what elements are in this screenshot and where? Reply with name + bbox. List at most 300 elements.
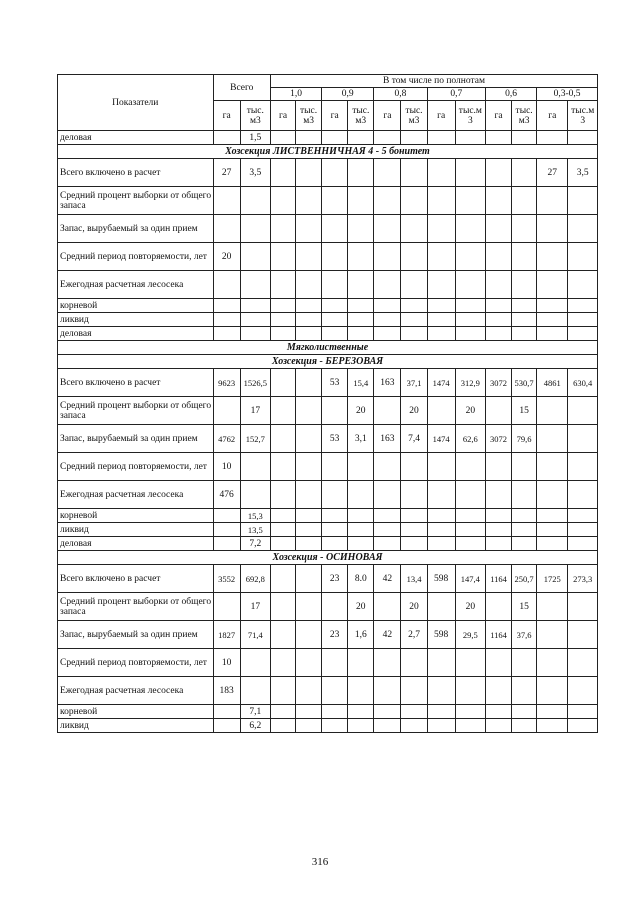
table-cell: [348, 677, 374, 705]
table-cell: [322, 649, 348, 677]
row-label: деловая: [58, 327, 214, 341]
table-cell: 9623: [213, 369, 240, 397]
table-cell: [296, 131, 322, 145]
table-cell: 4861: [537, 369, 568, 397]
table-cell: [322, 397, 348, 425]
table-cell: [296, 719, 322, 733]
row-label: Средний процент выборки от общего запаса: [58, 593, 214, 621]
table-cell: [512, 453, 537, 481]
table-cell: [374, 537, 401, 551]
row-label: Всего включено в расчет: [58, 565, 214, 593]
table-cell: [455, 131, 485, 145]
table-cell: 7,4: [401, 425, 427, 453]
table-cell: [486, 397, 512, 425]
table-cell: [213, 537, 240, 551]
header-row: [58, 75, 598, 88]
table-cell: [348, 243, 374, 271]
table-cell: [374, 509, 401, 523]
row-label: Средний процент выборки от общего запаса: [58, 187, 214, 215]
table-cell: [568, 453, 598, 481]
table-cell: 20: [401, 397, 427, 425]
table-row: [58, 509, 598, 523]
table-cell: 598: [427, 621, 455, 649]
row-label: корневой: [58, 705, 214, 719]
table-cell: [270, 215, 295, 243]
table-cell: 1474: [427, 425, 455, 453]
table-cell: [537, 537, 568, 551]
table-cell: 53: [322, 425, 348, 453]
table-cell: [486, 509, 512, 523]
page-number: 316: [311, 856, 329, 868]
table-cell: 3552: [213, 565, 240, 593]
header-unit: га: [427, 101, 455, 131]
table-cell: [348, 649, 374, 677]
table-cell: [401, 299, 427, 313]
table-cell: [486, 187, 512, 215]
table-cell: 23: [322, 621, 348, 649]
table-cell: [322, 593, 348, 621]
table-cell: [348, 271, 374, 299]
table-cell: [296, 215, 322, 243]
table-cell: [240, 299, 270, 313]
table-cell: [322, 705, 348, 719]
table-cell: [512, 705, 537, 719]
table-cell: [348, 537, 374, 551]
row-label: ликвид: [58, 313, 214, 327]
table-cell: [401, 481, 427, 509]
table-cell: 3072: [486, 425, 512, 453]
row-label: Всего включено в расчет: [58, 369, 214, 397]
table-cell: [213, 271, 240, 299]
table-cell: 163: [374, 425, 401, 453]
table-cell: [568, 509, 598, 523]
table-cell: [537, 523, 568, 537]
table-cell: [537, 327, 568, 341]
header-indicators: Показатели: [58, 75, 214, 131]
table-cell: [486, 719, 512, 733]
table-cell: [270, 481, 295, 509]
table-cell: 53: [322, 369, 348, 397]
table-cell: [401, 327, 427, 341]
table-cell: [348, 159, 374, 187]
table-cell: [401, 523, 427, 537]
table-cell: [374, 159, 401, 187]
table-cell: [427, 677, 455, 705]
table-cell: [486, 271, 512, 299]
table-cell: [374, 649, 401, 677]
table-cell: [512, 537, 537, 551]
table-cell: [427, 397, 455, 425]
table-row: [58, 649, 598, 677]
table-row: [58, 397, 598, 425]
row-label: деловая: [58, 537, 214, 551]
row-label: Средний период повторяемости, лет: [58, 453, 214, 481]
table-cell: [240, 649, 270, 677]
table-cell: [568, 215, 598, 243]
table-row: [58, 425, 598, 453]
table-cell: [322, 523, 348, 537]
table-cell: [401, 243, 427, 271]
table-cell: [486, 215, 512, 243]
table-cell: 20: [455, 593, 485, 621]
table-cell: [374, 453, 401, 481]
table-cell: [512, 649, 537, 677]
table-cell: [427, 719, 455, 733]
table-cell: [537, 453, 568, 481]
table-cell: [401, 313, 427, 327]
table-cell: [568, 425, 598, 453]
table-cell: [455, 509, 485, 523]
table-cell: [537, 299, 568, 313]
table-cell: 273,3: [568, 565, 598, 593]
table-cell: [568, 327, 598, 341]
header-unit: тыс.м 3: [568, 101, 598, 131]
header-unit: га: [270, 101, 295, 131]
table-cell: [537, 593, 568, 621]
table-cell: [213, 215, 240, 243]
table-cell: [322, 453, 348, 481]
table-cell: [374, 215, 401, 243]
table-cell: [568, 593, 598, 621]
header-density: 0,3-0,5: [537, 88, 598, 101]
table-cell: [401, 187, 427, 215]
table-cell: [537, 243, 568, 271]
table-cell: [270, 271, 295, 299]
table-cell: [427, 649, 455, 677]
table-cell: [270, 705, 295, 719]
table-cell: 37,1: [401, 369, 427, 397]
table-cell: [270, 243, 295, 271]
table-cell: [455, 271, 485, 299]
table-cell: 152,7: [240, 425, 270, 453]
table-cell: [348, 453, 374, 481]
table-cell: [296, 313, 322, 327]
section-title: Хозсекция ЛИСТВЕННИЧНАЯ 4 - 5 бонитет: [58, 145, 598, 159]
table-cell: [374, 243, 401, 271]
table-row: [58, 271, 598, 299]
table-cell: [427, 593, 455, 621]
table-cell: [348, 187, 374, 215]
table-cell: [455, 159, 485, 187]
table-row: [58, 215, 598, 243]
table-cell: 62,6: [455, 425, 485, 453]
table-cell: 27: [213, 159, 240, 187]
section-row: [58, 355, 598, 369]
table-row: [58, 677, 598, 705]
table-cell: [427, 299, 455, 313]
table-row: [58, 593, 598, 621]
table-cell: 250,7: [512, 565, 537, 593]
table-cell: [427, 159, 455, 187]
table-cell: [270, 719, 295, 733]
header-unit: тыс. м3: [401, 101, 427, 131]
table-cell: [486, 593, 512, 621]
table-cell: [374, 299, 401, 313]
table-cell: [374, 719, 401, 733]
table-cell: 20: [455, 397, 485, 425]
section-title: Хозсекция - ОСИНОВАЯ: [58, 551, 598, 565]
table-cell: [322, 187, 348, 215]
table-cell: [512, 677, 537, 705]
table-cell: [374, 593, 401, 621]
row-label: ликвид: [58, 523, 214, 537]
table-cell: [374, 677, 401, 705]
table-cell: [401, 131, 427, 145]
table-cell: 1725: [537, 565, 568, 593]
table-cell: [240, 481, 270, 509]
table-cell: 1164: [486, 621, 512, 649]
table-cell: [348, 523, 374, 537]
table-cell: 4762: [213, 425, 240, 453]
table-cell: [270, 523, 295, 537]
table-cell: [537, 313, 568, 327]
row-label: деловая: [58, 131, 214, 145]
table-cell: [213, 593, 240, 621]
table-cell: [568, 481, 598, 509]
table-cell: [348, 481, 374, 509]
table-cell: 1474: [427, 369, 455, 397]
table-cell: [296, 565, 322, 593]
table-cell: 15: [512, 397, 537, 425]
table-cell: [322, 327, 348, 341]
header-total: Всего: [213, 75, 270, 101]
table-cell: [322, 243, 348, 271]
table-cell: 20: [401, 593, 427, 621]
table-cell: 15,4: [348, 369, 374, 397]
table-cell: [270, 649, 295, 677]
table-cell: [270, 299, 295, 313]
table-cell: [486, 313, 512, 327]
table-cell: 10: [213, 649, 240, 677]
row-label: Ежегодная расчетная лесосека: [58, 271, 214, 299]
table-cell: [270, 313, 295, 327]
table-cell: [240, 271, 270, 299]
table-cell: [322, 677, 348, 705]
table-cell: [427, 453, 455, 481]
table-cell: [455, 481, 485, 509]
table-cell: [322, 299, 348, 313]
table-cell: 7,1: [240, 705, 270, 719]
table-cell: 2,7: [401, 621, 427, 649]
header-unit: тыс. м3: [348, 101, 374, 131]
table-cell: 17: [240, 397, 270, 425]
table-cell: [486, 481, 512, 509]
table-cell: [537, 509, 568, 523]
row-label: Средний период повторяемости, лет: [58, 649, 214, 677]
table-cell: [213, 131, 240, 145]
table-cell: [240, 243, 270, 271]
table-cell: [568, 537, 598, 551]
header-unit: тыс. м3: [296, 101, 322, 131]
row-label: Всего включено в расчет: [58, 159, 214, 187]
table-cell: [296, 537, 322, 551]
table-cell: [401, 453, 427, 481]
table-cell: [401, 509, 427, 523]
table-cell: [427, 131, 455, 145]
table-cell: [568, 131, 598, 145]
table-cell: [455, 677, 485, 705]
table-cell: [401, 537, 427, 551]
table-cell: [455, 453, 485, 481]
table-cell: [537, 215, 568, 243]
table-cell: [270, 327, 295, 341]
table-cell: 630,4: [568, 369, 598, 397]
table-cell: [296, 187, 322, 215]
table-cell: [270, 187, 295, 215]
table-cell: [270, 537, 295, 551]
table-cell: [240, 215, 270, 243]
table-cell: [296, 621, 322, 649]
table-cell: 530,7: [512, 369, 537, 397]
header-unit: тыс. м3: [512, 101, 537, 131]
row-label: Ежегодная расчетная лесосека: [58, 677, 214, 705]
header-unit: га: [537, 101, 568, 131]
table-cell: [401, 271, 427, 299]
table-cell: [374, 481, 401, 509]
table-cell: [322, 509, 348, 523]
table-cell: [455, 187, 485, 215]
table-cell: 476: [213, 481, 240, 509]
table-cell: [486, 537, 512, 551]
table-row: [58, 243, 598, 271]
table-cell: [213, 509, 240, 523]
table-cell: [455, 537, 485, 551]
table-cell: [537, 271, 568, 299]
table-cell: 1526,5: [240, 369, 270, 397]
table-cell: [348, 719, 374, 733]
table-cell: [512, 327, 537, 341]
table-cell: [568, 243, 598, 271]
table-row: [58, 313, 598, 327]
table-cell: [213, 327, 240, 341]
table-cell: [374, 397, 401, 425]
row-label: Запас, вырубаемый за один прием: [58, 425, 214, 453]
table-cell: 20: [348, 397, 374, 425]
table-cell: 7,2: [240, 537, 270, 551]
table-cell: [427, 705, 455, 719]
table-cell: 183: [213, 677, 240, 705]
row-label: Запас, вырубаемый за один прием: [58, 621, 214, 649]
table-cell: 1,5: [240, 131, 270, 145]
header-density: 0,9: [322, 88, 374, 101]
header-unit: га: [213, 101, 240, 131]
table-cell: [455, 523, 485, 537]
table-row: [58, 537, 598, 551]
row-label: Ежегодная расчетная лесосека: [58, 481, 214, 509]
table-cell: [348, 131, 374, 145]
table-cell: [296, 425, 322, 453]
table-cell: [296, 705, 322, 719]
table-cell: 312,9: [455, 369, 485, 397]
table-cell: [401, 649, 427, 677]
table-cell: [568, 271, 598, 299]
table-cell: [240, 453, 270, 481]
table-cell: [270, 509, 295, 523]
section-title: Хозсекция - БЕРЕЗОВАЯ: [58, 355, 598, 369]
header-unit: тыс.м 3: [455, 101, 485, 131]
table-cell: [240, 187, 270, 215]
table-cell: [270, 621, 295, 649]
table-cell: [401, 705, 427, 719]
table-cell: 37,6: [512, 621, 537, 649]
table-cell: 598: [427, 565, 455, 593]
table-cell: [348, 299, 374, 313]
table-cell: [296, 509, 322, 523]
table-cell: [568, 621, 598, 649]
table-cell: [568, 719, 598, 733]
row-label: корневой: [58, 299, 214, 313]
table-cell: [427, 243, 455, 271]
table-cell: [374, 313, 401, 327]
table-cell: [537, 677, 568, 705]
table-cell: [427, 313, 455, 327]
table-cell: [296, 481, 322, 509]
table-cell: [427, 327, 455, 341]
header-unit: тыс. м3: [240, 101, 270, 131]
row-label: ликвид: [58, 719, 214, 733]
table-cell: [296, 453, 322, 481]
row-label: Запас, вырубаемый за один прием: [58, 215, 214, 243]
forest-table: [57, 74, 598, 733]
table-cell: 147,4: [455, 565, 485, 593]
table-cell: [296, 159, 322, 187]
table-cell: [512, 215, 537, 243]
table-row: [58, 131, 598, 145]
table-cell: [568, 705, 598, 719]
table-cell: 1827: [213, 621, 240, 649]
table-row: [58, 369, 598, 397]
table-cell: [322, 313, 348, 327]
table-cell: [568, 299, 598, 313]
table-cell: [427, 523, 455, 537]
table-cell: [213, 299, 240, 313]
section-title: Мягколиственные: [58, 341, 598, 355]
header-density: 0,6: [486, 88, 537, 101]
table-cell: [486, 523, 512, 537]
table-cell: [512, 159, 537, 187]
table-cell: [427, 481, 455, 509]
table-cell: [455, 313, 485, 327]
table-cell: 15,3: [240, 509, 270, 523]
row-label: корневой: [58, 509, 214, 523]
table-row: [58, 523, 598, 537]
row-label: Средний период повторяемости, лет: [58, 243, 214, 271]
table-cell: [455, 719, 485, 733]
table-cell: [213, 313, 240, 327]
table-cell: [486, 453, 512, 481]
table-cell: [296, 271, 322, 299]
row-label: Средний процент выборки от общего запаса: [58, 397, 214, 425]
table-cell: [213, 719, 240, 733]
table-cell: [512, 299, 537, 313]
table-cell: [322, 481, 348, 509]
table-cell: 23: [322, 565, 348, 593]
table-cell: [512, 523, 537, 537]
table-row: [58, 327, 598, 341]
table-cell: 1164: [486, 565, 512, 593]
table-row: [58, 159, 598, 187]
table-row: [58, 299, 598, 313]
table-row: [58, 187, 598, 215]
table-cell: [512, 187, 537, 215]
table-cell: [568, 649, 598, 677]
table-cell: [568, 313, 598, 327]
table-cell: [270, 453, 295, 481]
table-cell: [537, 649, 568, 677]
table-cell: 3,5: [568, 159, 598, 187]
table-cell: [537, 397, 568, 425]
table-cell: [427, 187, 455, 215]
